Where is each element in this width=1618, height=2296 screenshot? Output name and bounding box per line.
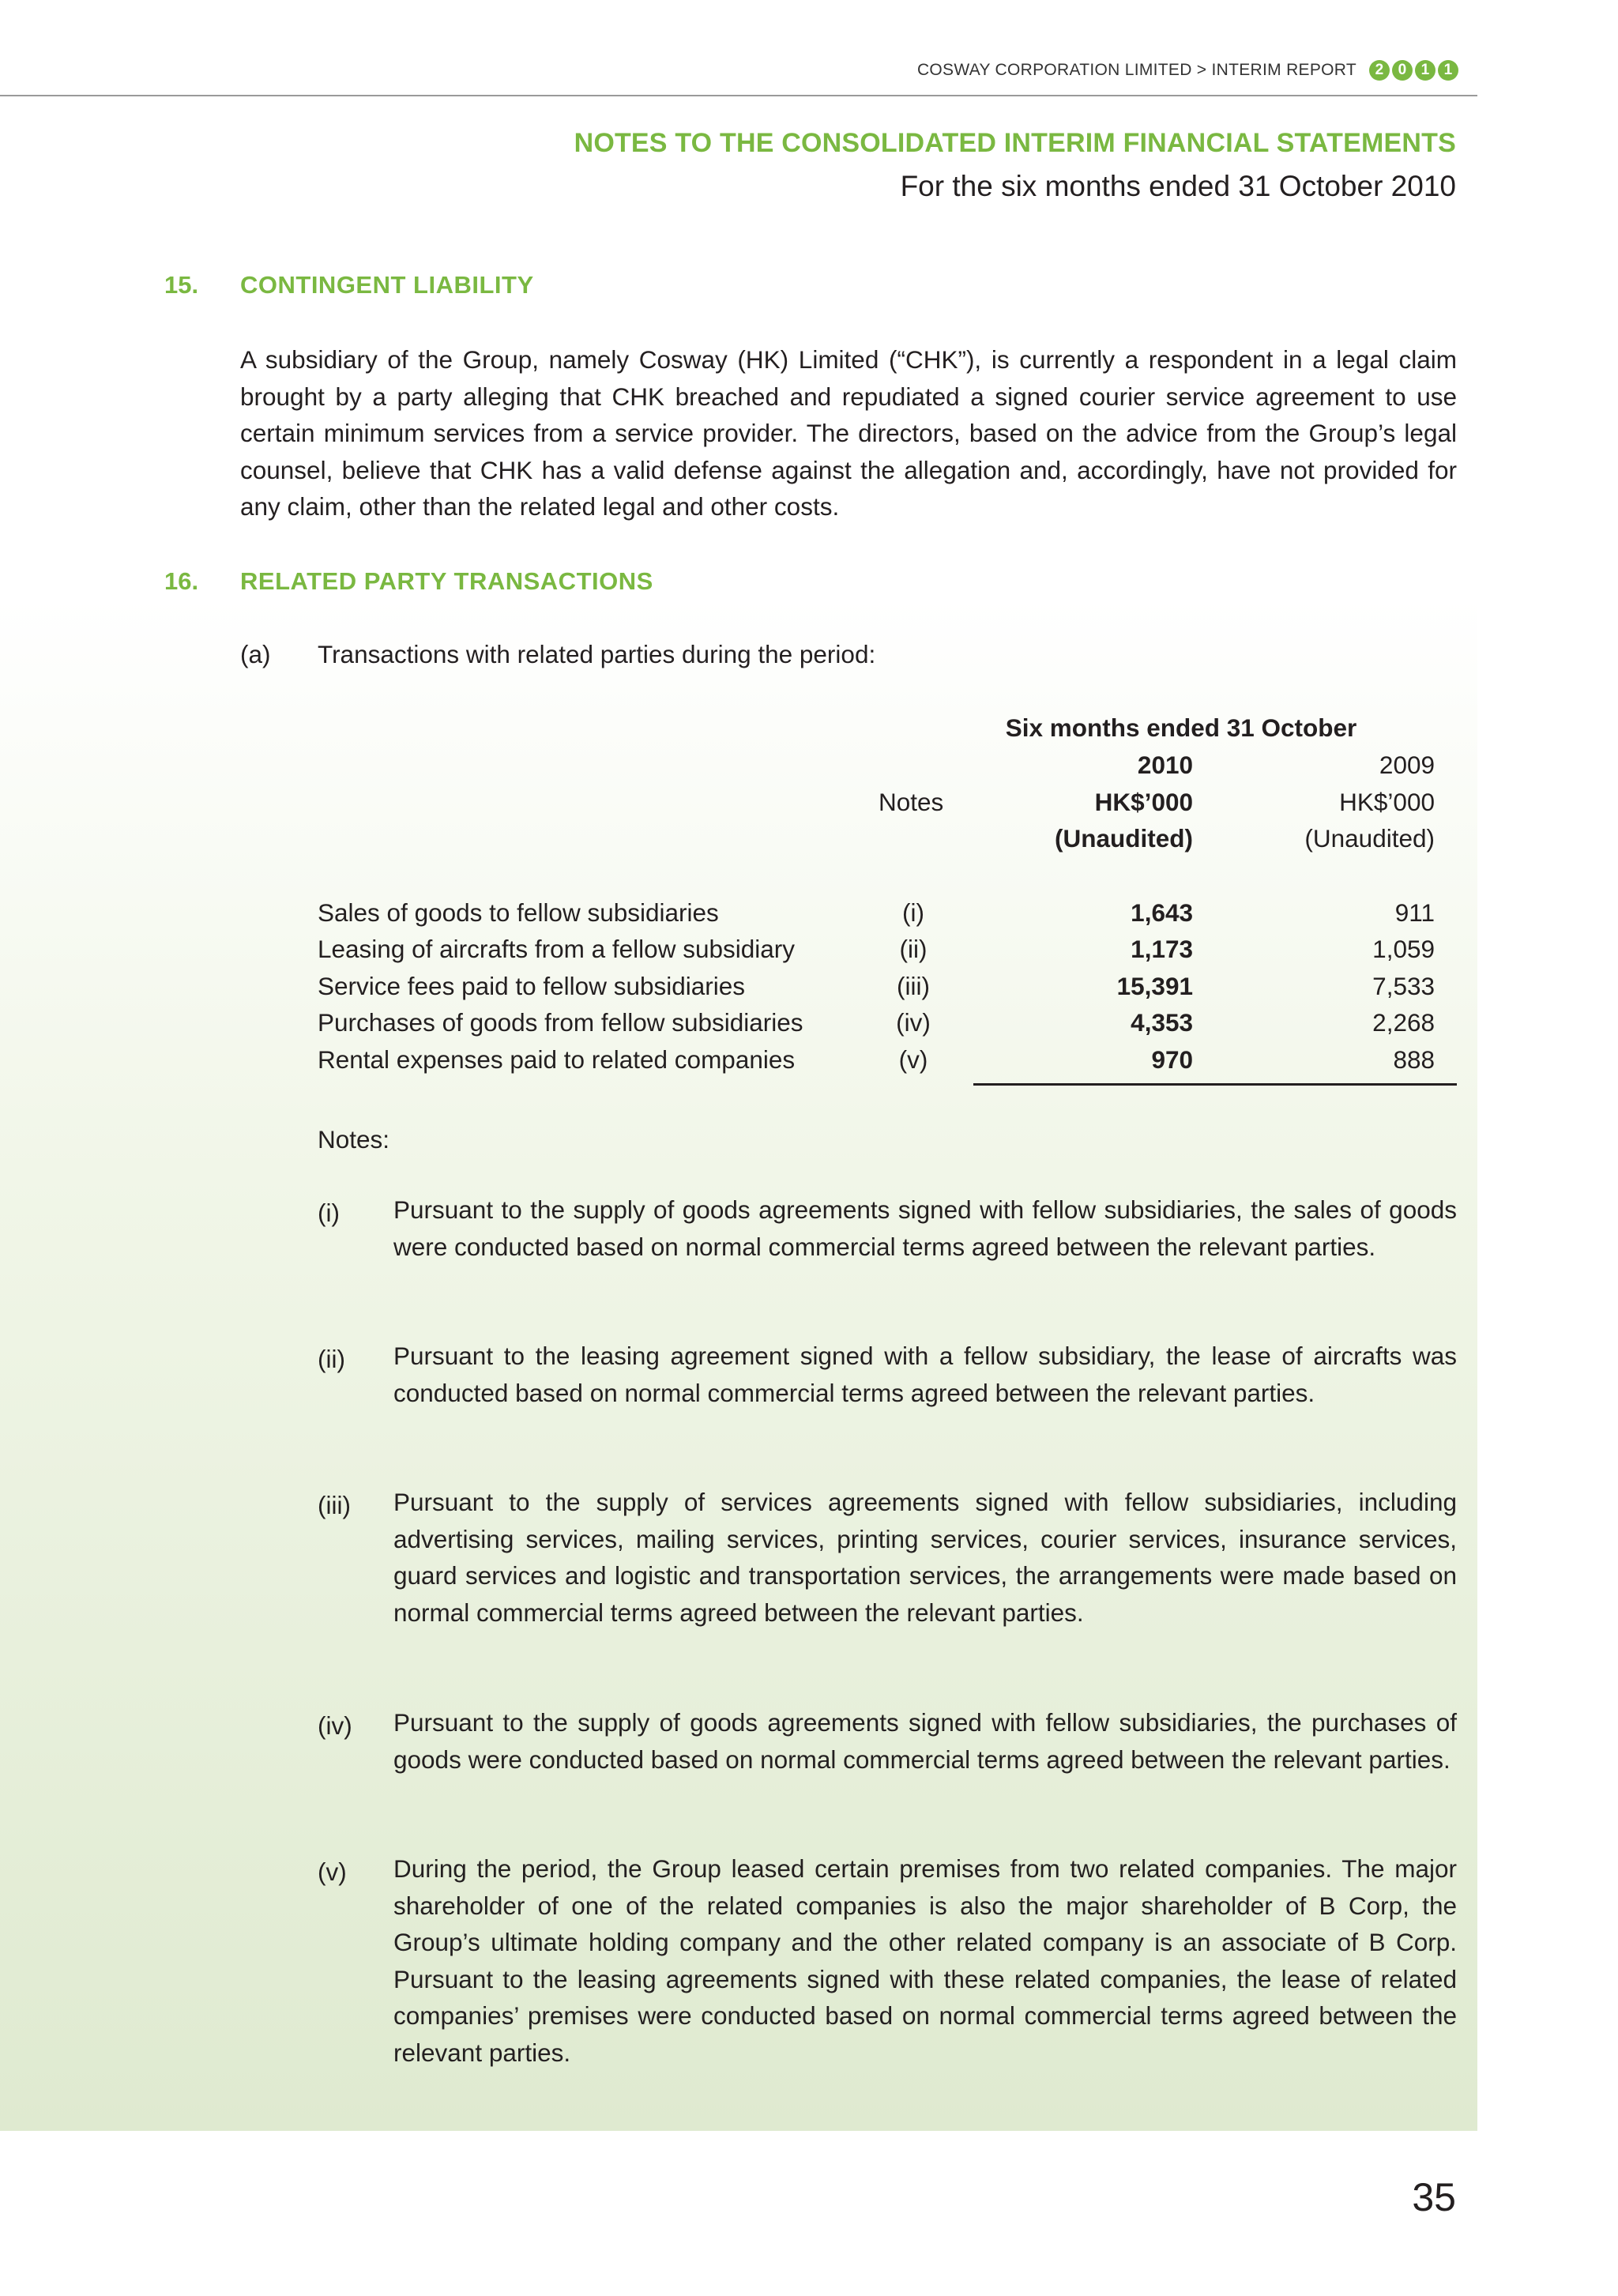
section-16-number: 16. bbox=[164, 567, 199, 595]
table-bottom-rule bbox=[973, 1083, 1457, 1086]
row-value-2010: 15,391 bbox=[1116, 972, 1193, 1000]
row-note-ref: (ii) bbox=[899, 935, 928, 963]
row-label: Rental expenses paid to related companies bbox=[318, 1045, 796, 1074]
table-col-2010-status: (Unaudited) bbox=[1055, 824, 1193, 853]
report-year-badge bbox=[1369, 60, 1458, 81]
note-label: (ii) bbox=[318, 1345, 345, 1373]
note-text: Pursuant to the leasing agreement signed with a fellow subsidiary, the lease of aircrafts was conducted based on normal commercial terms agreed between the relevant parties. bbox=[393, 1342, 1457, 1407]
row-value-2009: 1,059 bbox=[1372, 935, 1435, 963]
row-value-2009: 2,268 bbox=[1372, 1008, 1435, 1037]
note-label: (v) bbox=[318, 1858, 347, 1886]
row-value-2009: 911 bbox=[1394, 898, 1435, 927]
row-value-2009: 7,533 bbox=[1372, 972, 1435, 1000]
row-label: Leasing of aircrafts from a fellow subsidiary bbox=[318, 935, 796, 963]
page-title: NOTES TO THE CONSOLIDATED INTERIM FINANCIAL STATEMENTS bbox=[574, 128, 1456, 158]
section-15-heading: CONTINGENT LIABILITY bbox=[240, 271, 534, 299]
table-col-2010-unit: HK$’000 bbox=[1094, 788, 1193, 816]
page-number: 35 bbox=[1412, 2175, 1456, 2219]
row-value-2010: 1,173 bbox=[1131, 935, 1193, 963]
table-col-2010-year: 2010 bbox=[1137, 751, 1193, 779]
table-col-2009-status: (Unaudited) bbox=[1304, 824, 1435, 853]
table-col-2009-year: 2009 bbox=[1379, 751, 1435, 779]
note-text: Pursuant to the supply of goods agreements signed with fellow subsidiaries, the purchases of goods were conducted based on normal commercial terms agreed between the relevant parties. bbox=[393, 1708, 1457, 1774]
subsection-a-text: Transactions with related parties during the period: bbox=[318, 640, 876, 668]
header-divider bbox=[0, 95, 1477, 96]
row-note-ref: (v) bbox=[898, 1045, 928, 1074]
section-15-number: 15. bbox=[164, 271, 199, 299]
row-note-ref: (i) bbox=[902, 898, 924, 927]
note-text: Pursuant to the supply of goods agreements signed with fellow subsidiaries, the sales of goods were conducted based on normal commercial terms agreed between the relevant parties. bbox=[393, 1195, 1457, 1261]
row-label: Service fees paid to fellow subsidiaries bbox=[318, 972, 746, 1000]
year-digit: 1 bbox=[1438, 60, 1458, 81]
row-value-2009: 888 bbox=[1393, 1045, 1435, 1074]
note-label: (iv) bbox=[318, 1711, 352, 1740]
running-header-text: COSWAY CORPORATION LIMITED > INTERIM REPORT bbox=[916, 61, 1356, 79]
row-value-2010: 1,643 bbox=[1131, 898, 1193, 927]
row-label: Purchases of goods from fellow subsidiaries bbox=[318, 1008, 803, 1037]
section-15-body: A subsidiary of the Group, namely Cosway (HK) Limited (“CHK”), is currently a respondent in a legal claim brought by a party alleging that CHK breached and repudiated a signed courier service agreement to use certain minimum services from a service provider. The directors, based on the advice from the Group’s legal counsel, believe that CHK has a valid defense against the allegation and, accordingly, have not provided for any claim, other than the related legal and other costs. bbox=[240, 345, 1457, 521]
table-period-header: Six months ended 31 October bbox=[1005, 713, 1357, 742]
note-text: Pursuant to the supply of services agreements signed with fellow subsidiaries, including advertising services, mailing services, printing services, courier services, insurance services, guard services and logistic and transportation services, the arrangements were made based on normal commercial terms agreed between the relevant parties. bbox=[393, 1488, 1457, 1627]
year-digit: 1 bbox=[1415, 60, 1436, 81]
note-label: (iii) bbox=[318, 1491, 351, 1519]
year-digit: 0 bbox=[1392, 60, 1413, 81]
table-col-notes-header: Notes bbox=[879, 788, 944, 816]
table-col-2009-unit: HK$’000 bbox=[1339, 788, 1435, 816]
row-value-2010: 970 bbox=[1151, 1045, 1193, 1074]
section-16-heading: RELATED PARTY TRANSACTIONS bbox=[240, 567, 653, 595]
page-subtitle: For the six months ended 31 October 2010 bbox=[900, 170, 1456, 202]
row-value-2010: 4,353 bbox=[1131, 1008, 1193, 1037]
year-digit: 2 bbox=[1369, 60, 1390, 81]
running-header bbox=[917, 60, 1458, 81]
notes-heading: Notes: bbox=[318, 1125, 390, 1154]
subsection-a-label: (a) bbox=[240, 640, 271, 668]
note-text: During the period, the Group leased certain premises from two related companies. The major shareholder of one of the related companies is also the major shareholder of B Corp, the Group’s ultimate holding company and the other related company is an associate of B Corp. Pursuant to the leasing agreements signed with these related companies, the lease of related companies’ premises were conducted based on normal commercial terms agreed between the relevant parties. bbox=[393, 1854, 1457, 2067]
note-label: (i) bbox=[318, 1199, 340, 1227]
row-note-ref: (iii) bbox=[897, 972, 930, 1000]
row-note-ref: (iv) bbox=[896, 1008, 931, 1037]
row-label: Sales of goods to fellow subsidiaries bbox=[318, 898, 719, 927]
